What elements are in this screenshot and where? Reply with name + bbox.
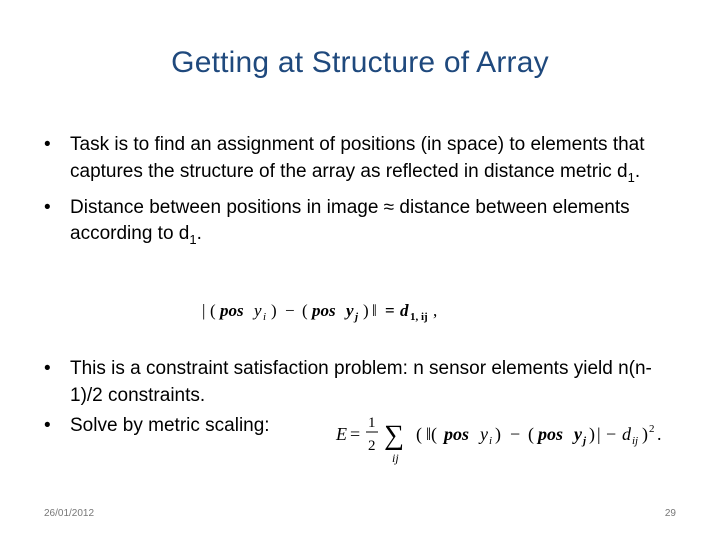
footer-date: 26/01/2012 xyxy=(44,508,95,519)
formula-y: y xyxy=(480,424,488,444)
formula-sub-i: i xyxy=(489,435,493,447)
formula-bar: | xyxy=(597,424,601,444)
bullet-item xyxy=(44,195,684,254)
bullet-dot-icon xyxy=(44,132,64,159)
formula-num: 1 xyxy=(368,415,376,431)
bullet-dot-icon xyxy=(44,356,64,383)
formula-pos: pos xyxy=(444,424,470,444)
bullet-item xyxy=(44,132,684,191)
formula-paren: ) xyxy=(589,424,595,444)
formula-equals: = xyxy=(350,424,361,444)
formula-sub-j: j xyxy=(355,311,359,323)
formula-minus: − xyxy=(606,424,617,444)
formula-paren: ) xyxy=(495,424,501,444)
bullet-dot-icon xyxy=(44,413,64,440)
formula-norm: ‖ xyxy=(372,301,377,320)
formula-sub-i: i xyxy=(263,311,267,323)
formula-den: 2 xyxy=(368,438,376,454)
formula-d: d xyxy=(400,301,409,320)
bullet-text: Task is to find an assignment of positions (in space) to elements that captures the structure of the array as reflected in distance metric d xyxy=(70,134,645,182)
slide-title: Getting at Structure of Array xyxy=(171,46,549,79)
formula-sub-j: j xyxy=(583,435,587,447)
bullet-list-top xyxy=(44,132,684,258)
formula-pos: pos xyxy=(220,301,244,320)
bullet-text: Distance between positions in image ≈ distance between elements according to d xyxy=(70,196,630,245)
formula-pos: pos xyxy=(312,301,336,320)
formula-minus: − xyxy=(510,424,521,444)
formula-bar-left: | xyxy=(202,301,206,320)
formula-y: y xyxy=(346,301,354,320)
formula-comma: , xyxy=(433,301,438,320)
formula-equals: = xyxy=(385,301,395,320)
formula-norm: ‖( xyxy=(426,424,438,444)
distance-constraint-formula xyxy=(200,296,460,326)
formula-d: d xyxy=(622,424,631,444)
formula-paren: ) xyxy=(271,301,277,320)
formula-sigma: ∑ xyxy=(384,420,404,451)
formula-paren: ( xyxy=(528,424,534,444)
formula-paren: ) xyxy=(363,301,369,320)
formula-exp: 2 xyxy=(649,423,655,435)
formula-paren: ( xyxy=(210,301,216,320)
formula-sigma-sub: ij xyxy=(392,451,399,465)
footer-page-number: 29 xyxy=(664,508,676,519)
bullet-text-end: . xyxy=(196,223,202,245)
subscript: 1 xyxy=(189,232,197,248)
bullet-item xyxy=(44,356,684,409)
subscript: 1 xyxy=(627,169,635,185)
formula-period: . xyxy=(657,424,662,444)
formula-y: y xyxy=(574,424,582,444)
formula-y: y xyxy=(254,301,262,320)
formula-paren: ( xyxy=(302,301,308,320)
formula-sub-ij: ij xyxy=(632,435,639,447)
bullet-text: Solve by metric scaling: xyxy=(70,415,270,436)
formula-pos: pos xyxy=(538,424,564,444)
formula-E: E xyxy=(336,424,347,444)
bullet-dot-icon xyxy=(44,195,64,222)
formula-minus: − xyxy=(285,301,295,320)
formula-paren: ) xyxy=(642,424,648,444)
metric-scaling-formula xyxy=(334,410,674,466)
bullet-text: This is a constraint satisfaction problem: n sensor elements yield n(n-1)/2 constraints. xyxy=(70,358,652,406)
bullet-text-end: . xyxy=(634,160,641,182)
formula-paren: ( xyxy=(416,424,422,444)
formula-sub-1ij: 1, ij xyxy=(410,311,428,323)
